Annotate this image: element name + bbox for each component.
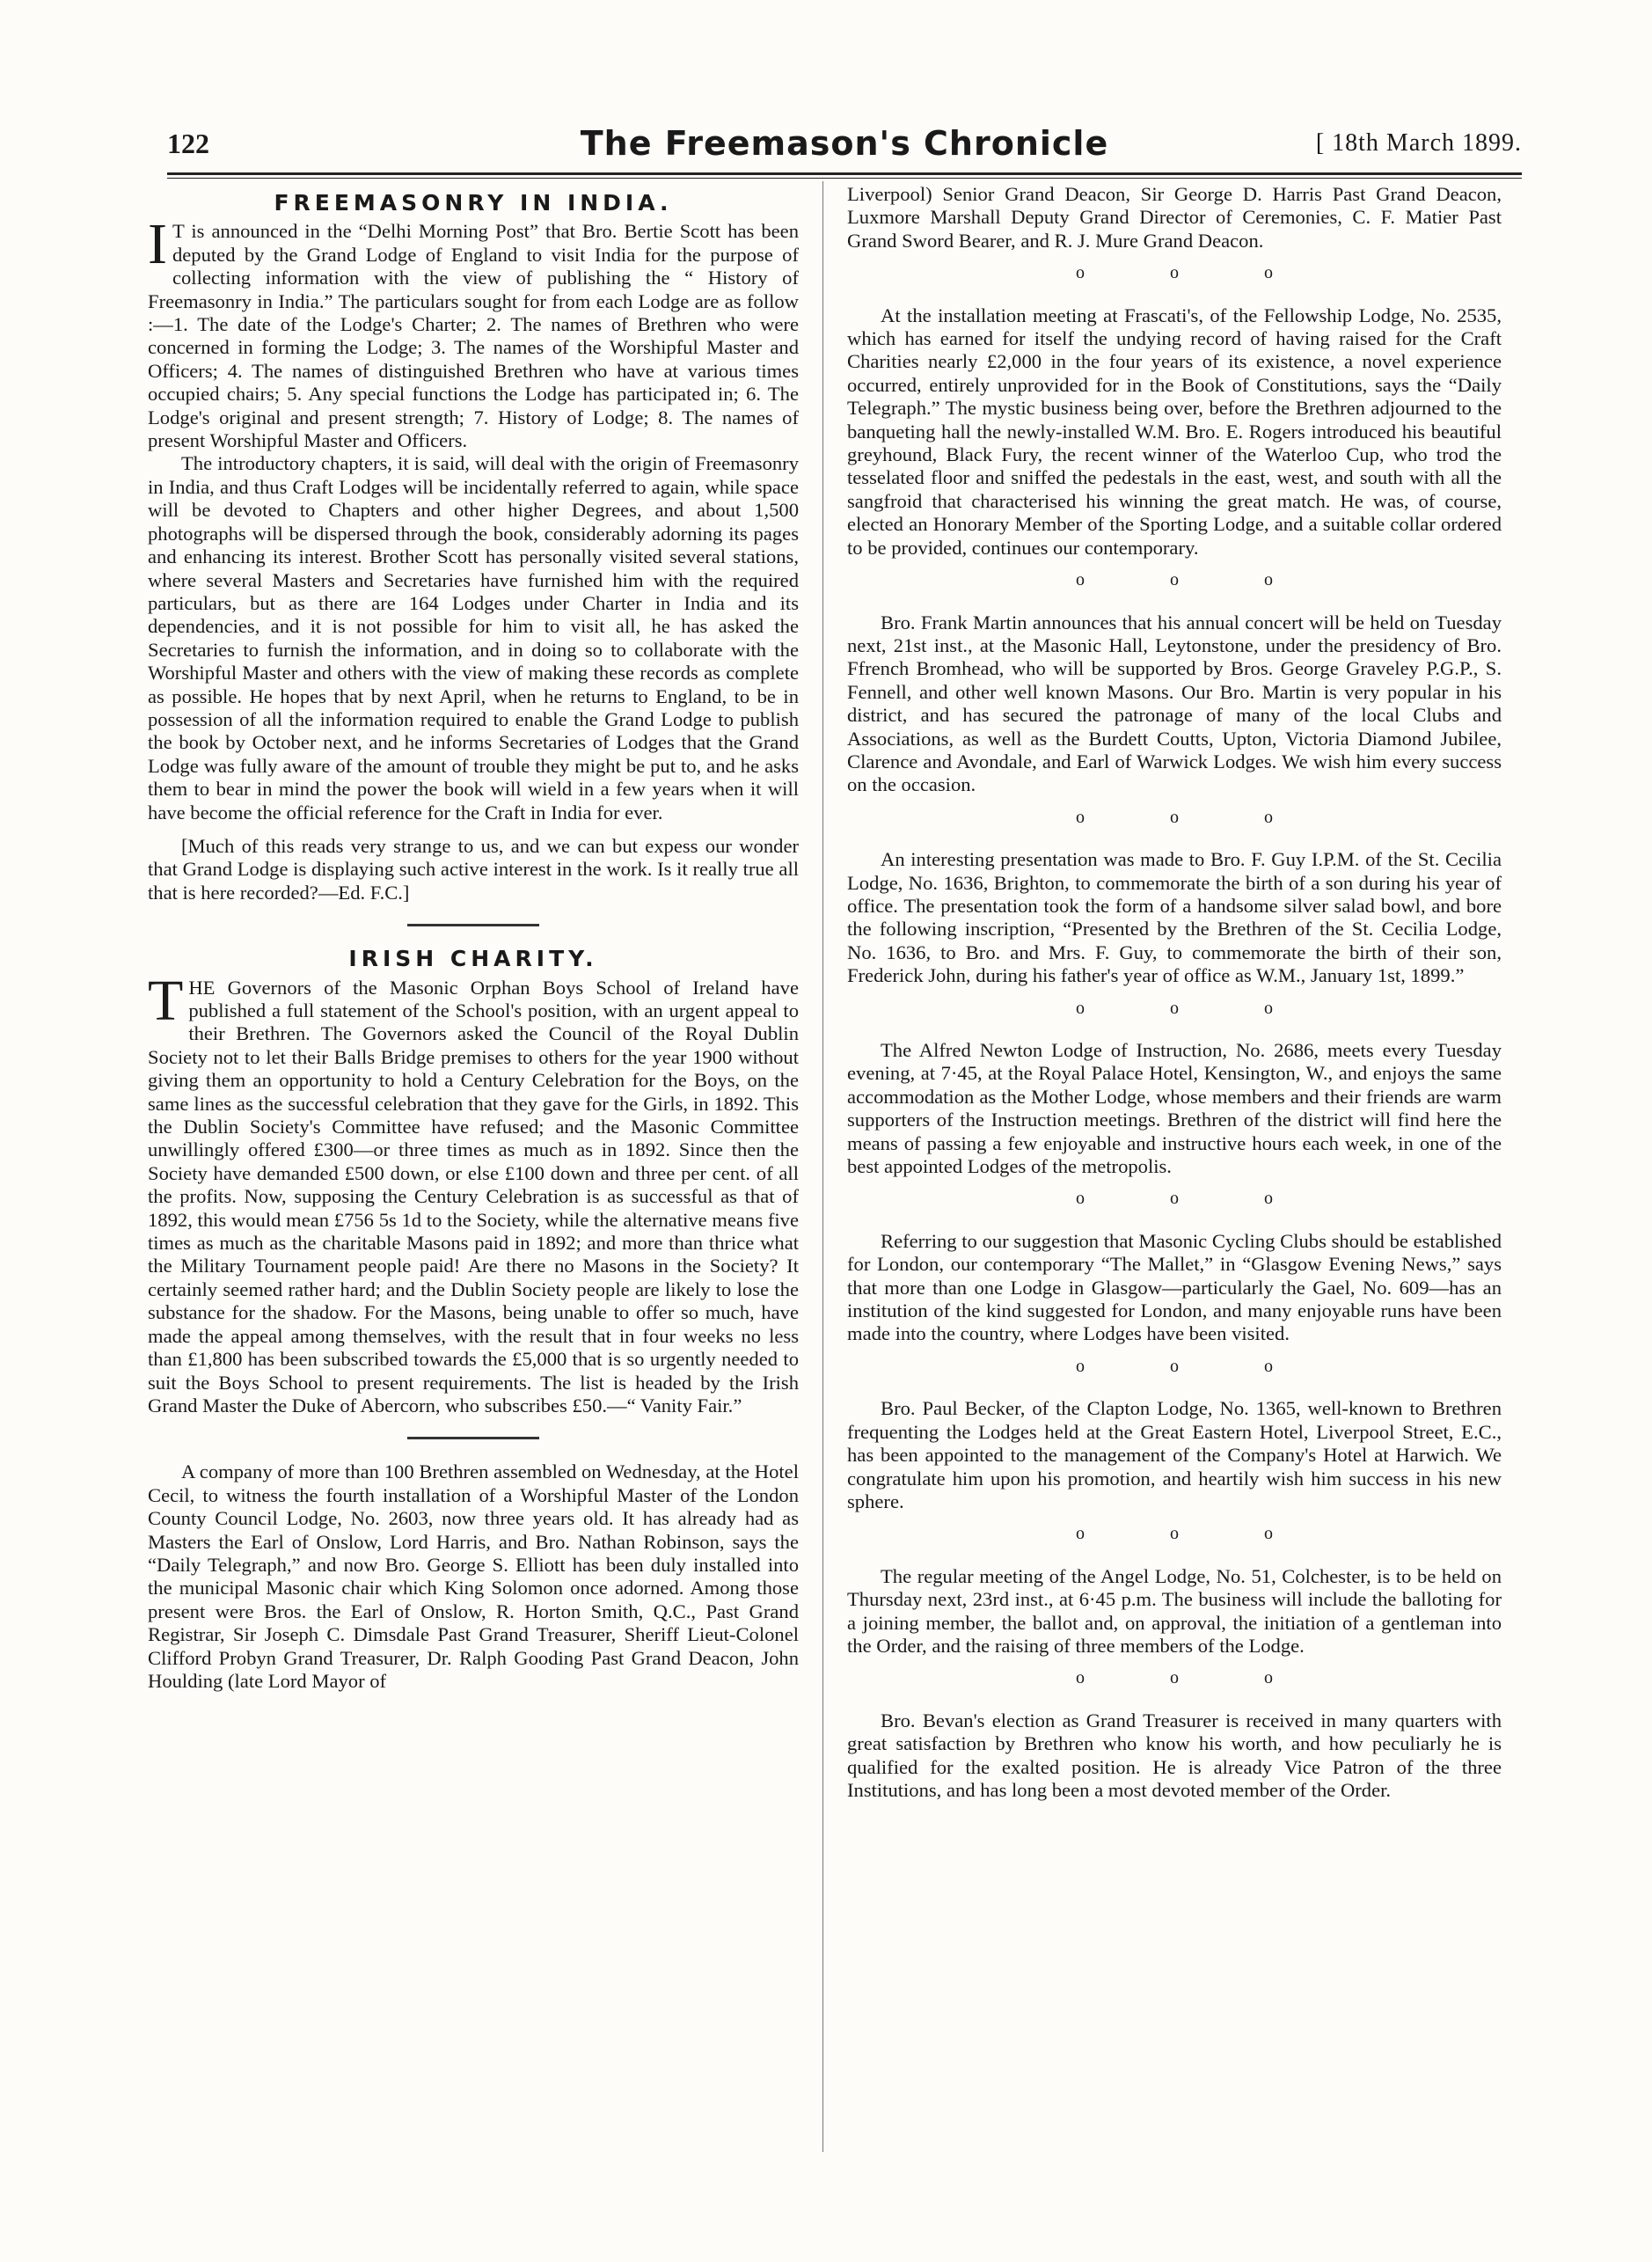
article-paragraph-continued: Liverpool) Senior Grand Deacon, Sir George D. Harris Past Grand Deacon, Luxmore Marshall Deputy Grand Director of Ceremonies, C. F. Matier Past Grand Sword Bearer, and R. J. Mure Grand Deacon. — [847, 183, 1502, 252]
news-item: Bro. Paul Becker, of the Clapton Lodge, No. 1365, well-known to Brethren frequenting the Lodges held at the Great Eastern Hotel, Liverpool Street, E.C., has been appointed to the management of the Company's Hotel at Harwich. We congratulate him upon his promotion, and heartily wish him success in his new sphere. — [847, 1397, 1502, 1512]
article-paragraph: The introductory chapters, it is said, will deal with the origin of Freemasonry in India, and thus Craft Lodges will be incidentally referred to again, while space will be devoted to Chapters and other higher Degrees, and about 1,500 photographs will be dispersed through the book, considerably adorning its pages and enhancing its interest. Brother Scott has personally visited several stations, where several Masters and Secretaries have furnished him with the required particulars, but as there are 164 Lodges under Charter in India and its dependencies, and it is not possible for him to visit all, he has asked the Secretaries to furnish the information, and in doing so to collaborate with the Worshipful Master and others with the view of making these records as complete as possible. He hopes that by next April, when he returns to England, to be in possession of all the information required to enable the Grand Lodge to publish the book by October next, and he informs Secretaries of Lodges that the Grand Lodge was fully aware of the amount of trouble they might be put to, and he asks them to bear in mind the power the book will wield in a few years when it will have become the official reference for the Craft in India for ever. — [148, 452, 799, 824]
news-item: The Alfred Newton Lodge of Instruction, No. 2686, meets every Tuesday evening, at 7·45, at the Royal Palace Hotel, Kensington, W., and enjoys the same accommodation as the Mother Lodge, whose members and their friends are warm supporters of the Instruction meetings. Brethren of the district will find here the means of passing a few enjoyable and instructive hours each week, in one of the best appointed Lodges of the metropolis. — [847, 1039, 1502, 1178]
item-separator: o o o — [1076, 807, 1313, 827]
page-number: 122 — [167, 128, 209, 159]
section-divider — [407, 1437, 539, 1439]
item-separator: o o o — [1076, 998, 1313, 1018]
news-item: At the installation meeting at Frascati's, of the Fellowship Lodge, No. 2535, which has earned for itself the undying record of having raised for the Craft Charities nearly £2,000 in the four years of its existence, a novel experience occurred, entirely unprovided for in the Book of Constitutions, says the “Daily Telegraph.” The mystic business being over, before the Brethren adjourned to the banqueting hall the newly-installed W.M. Bro. E. Rogers introduced his beautiful greyhound, Black Fury, the recent winner of the Waterloo Cup, who trod the tesselated floor and sniffed the pedestals in the east, west, and south with all the sangfroid that characterised his winning the great match. He was, of course, elected an Honorary Member of the Sporting Lodge, and a suitable collar ordered to be provided, continues our contemporary. — [847, 304, 1502, 559]
drop-cap: I — [148, 212, 167, 277]
item-separator: o o o — [1076, 263, 1313, 283]
article-heading: FREEMASONRY IN INDIA. — [274, 190, 673, 216]
article-heading: IRISH CHARITY. — [348, 946, 598, 972]
item-separator: o o o — [1076, 1356, 1313, 1376]
article-london-county-council-lodge — [148, 1460, 799, 1693]
news-item: Referring to our suggestion that Masonic Cycling Clubs should be established for London, our contemporary “The Mallet,” in “Glasgow Evening News,” says that more than one Lodge in Glasgow—particularly the Gael, No. 609—has an institution of the kind suggested for London, and many enjoyable runs have been made into the country, where Lodges have been visited. — [847, 1229, 1502, 1345]
item-separator: o o o — [1076, 1524, 1313, 1544]
article-paragraph — [148, 968, 799, 1418]
left-column — [148, 183, 799, 1693]
news-item: Bro. Bevan's election as Grand Treasurer is received in many quarters with great satisfaction by Brethren who know his worth, and how peculiarly he is qualified for the exalted position. He is already Vice Patron of the three Institutions, and has long been a most devoted member of the Order. — [847, 1709, 1502, 1801]
publication-title: The Freemason's Chronicle — [580, 124, 1109, 163]
item-separator: o o o — [1076, 1189, 1313, 1209]
paragraph-text: HE Governors of the Masonic Orphan Boys School of Ireland have published a full statement of the School's position, with an urgent appeal to their Brethren. The Governors asked the Council of the Royal Dublin Society not to let their Balls Bridge premises to others for the year 1900 without giving them an opportunity to hold a Century Celebration for the Boys, on the same lines as the successful celebration that they gave for the Girls, in 1892. This the Dublin Society's Committee have refused; and the Masonic Committee unwillingly offered £300—or three times as much as in 1892. Since then the Society have demanded £500 down, or else £100 down and three per cent. of all the profits. Now, supposing the Century Celebration is as successful as that of 1892, this would mean £756 5s 1d to the Society, while the alternative means five times as much as the charitable Masons paid in 1892; and more than thrice what the Military Tournament people paid! Are there no Masons in the Society? It certainly seemed rather hard; and the Dublin Society people are likely to lose the substance for the shadow. For the Masons, being unable to offer so much, have made the appeal among themselves, with the result that in four weeks no less than £1,800 has been subscribed towards the £5,000 that is so urgently needed to suit the Boys School to present requirements. The list is headed by the Irish Grand Master the Duke of Abercorn, who subscribes £50.—“ Vanity Fair.” — [148, 976, 799, 1416]
header-rule-thin — [167, 178, 1522, 179]
section-divider — [407, 924, 539, 926]
article-irish-charity — [148, 948, 799, 1417]
article-paragraph: A company of more than 100 Brethren assembled on Wednesday, at the Hotel Cecil, to witness the fourth installation of a Worshipful Master of the London County Council Lodge, No. 2603, now three years old. It has already had as Masters the Earl of Onslow, Lord Harris, and Bro. Nathan Robinson, says the “Daily Telegraph,” and now Bro. George S. Elliott has been duly installed into the municipal Masonic chair which King Solomon once adorned. Among those present were Bros. the Earl of Onslow, R. Horton Smith, Q.C., Past Grand Registrar, Sir Joseph C. Dimsdale Past Grand Treasurer, Sheriff Lieut-Colonel Clifford Probyn Grand Treasurer, Dr. Ralph Gooding Past Grand Deacon, John Houlding (late Lord Mayor of — [148, 1460, 799, 1692]
article-freemasonry-in-india — [148, 192, 799, 904]
issue-date: [ 18th March 1899. — [1315, 129, 1522, 157]
drop-cap: T — [148, 968, 184, 1033]
editor-note: [Much of this reads very strange to us, and we can but expess our wonder that Grand Lodge is displaying such active interest in the work. Is it really true all that is here recorded?—Ed. F.C.] — [148, 834, 799, 904]
news-item: The regular meeting of the Angel Lodge, No. 51, Colchester, is to be held on Thursday next, 23rd inst., at 6·45 p.m. The business will include the balloting for a joining member, the ballot and, on approval, the initiation of a gentleman into the Order, and the raising of three members of the Lodge. — [847, 1564, 1502, 1657]
right-column — [847, 183, 1502, 1802]
news-item: An interesting presentation was made to Bro. F. Guy I.P.M. of the St. Cecilia Lodge, No. 1636, Brighton, to commemorate the birth of a son during his year of office. The presentation took the form of a handsome silver salad bowl, and bore the following inscription, “Presented by the Brethren of the St. Cecilia Lodge, No. 1636, to Bro. and Mrs. F. Guy, to commemorate the birth of their son, Frederick John, during his father's year of office as W.M., January 1st, 1899.” — [847, 848, 1502, 987]
column-divider — [822, 181, 823, 2152]
item-separator: o o o — [1076, 570, 1313, 590]
news-item: Bro. Frank Martin announces that his annual concert will be held on Tuesday next, 21st inst., at the Masonic Hall, Leytonstone, under the presidency of Bro. Ffrench Bromhead, who will be supported by Bros. George Graveley P.G.P., S. Fennell, and other well known Masons. Our Bro. Martin is very popular in his district, and has secured the patronage of many of the local Clubs and Associations, as well as the Burdett Coutts, Upton, Victoria Diamond Jubilee, Clarence and Avondale, and Earl of Warwick Lodges. We wish him every success on the occasion. — [847, 611, 1502, 796]
header-rule — [167, 172, 1522, 175]
article-paragraph — [148, 212, 799, 452]
item-separator: o o o — [1076, 1668, 1313, 1688]
paragraph-text: T is announced in the “Delhi Morning Post” that Bro. Bertie Scott has been deputed by the Grand Lodge of England to visit India for the purpose of collecting information with the view of publishing the “ History of Freemasonry in India.” The particulars sought for from each Lodge are as follow :—1. The date of the Lodge's Charter; 2. The names of Brethren who were concerned in forming the Lodge; 3. The names of the Worshipful Master and Officers; 4. The names of distinguished Brethren who have at various times occupied chairs; 5. Any special functions the Lodge has participated in; 6. The Lodge's original and present strength; 7. History of Lodge; 8. The names of present Worshipful Master and Officers. — [148, 220, 799, 452]
page-header — [167, 124, 1522, 172]
